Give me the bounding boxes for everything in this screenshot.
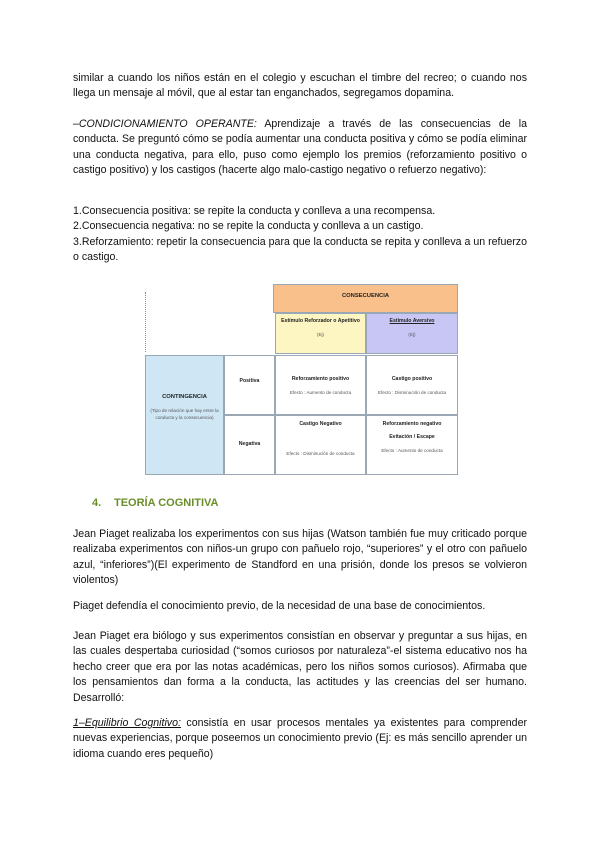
- cell-positive-reinforcement: [275, 355, 366, 415]
- cell-negative-punishment: [275, 415, 366, 475]
- contingencia-title: CONTINGENCIA: [162, 394, 207, 400]
- row-positiva: Positiva: [224, 355, 275, 415]
- paragraph-text: similar a cuando los niños están en el colegio y escuchan el timbre del recreo; o cuando nos llega un mensaje al móvil, que al estar tan enganchados, segregamos dopamina.: [73, 72, 527, 100]
- list-item: 3.Reforzamiento: repetir la consecuencia para que la conducta se repita y conlleva a un refuerzo o castigo.: [73, 235, 527, 264]
- paragraph-intro: [73, 71, 527, 102]
- section-number: 4.: [92, 497, 102, 509]
- cell-subtitle: Evitación / Escape: [389, 434, 435, 440]
- operant-conditioning-table: [145, 284, 458, 476]
- aversive-stimulus-header: [366, 313, 458, 354]
- contingencia-header: [145, 355, 224, 475]
- contingencia-note: (Tipo de relación que hay entre la conducta y la consecuencia): [150, 408, 219, 420]
- operant-definition: Aprendizaje a través de las consecuencias de la conducta. Se preguntó cómo se podía aumentar una conducta positiva y cómo se podía eliminar una conducta negativa, para ello, puso como ejemplo los premios (reforzamiento positivo o castigo positivo) y los castigos (hacerte algo malo-castigo negativo o refuerzo negativo):: [73, 118, 527, 177]
- paragraph-text: [73, 716, 527, 762]
- paragraph-piaget-experiments: [73, 527, 527, 589]
- cell-title: Reforzamiento negativo: [382, 421, 442, 427]
- equilibrium-term: 1–Equilibrio Cognitivo:: [73, 717, 181, 729]
- paragraph-text: Piaget defendía el conocimiento previo, de la necesidad de una base de conocimientos.: [73, 600, 486, 612]
- paragraph-text: Jean Piaget realizaba los experimentos con sus hijas (Watson también fue muy criticado porque realizaba experimentos con niños-un grupo con pañuelo rojo, “superiores” y el otro con pañuelo azul, “inferiores”)(El experimento de Standford en una prisión, donde los presos se volvieron violentos): [73, 528, 527, 587]
- paragraph-text: Jean Piaget era biólogo y sus experimentos consistían en observar y preguntar a sus hijas, en las cuales despertaba curiosidad (“somos curiosos por naturaleza”-el sistema educativo nos ha hecho creer que era por las notas académicas, pero los niños somos curiosos). Afirmaba que los pensamientos dan forma a la conducta, las actitudes y las creencias del ser humano. Desarrolló:: [73, 630, 527, 704]
- aversive-title: Estímulo Aversivo: [389, 318, 435, 324]
- cell-negative-reinforcement: [366, 415, 458, 475]
- paragraph-prior-knowledge: [73, 599, 527, 614]
- aversive-note: (Ej): [408, 332, 416, 337]
- cell-positive-punishment: [366, 355, 458, 415]
- list-item: 1.Consecuencia positiva: se repite la conducta y conlleva a una recompensa.: [73, 205, 436, 217]
- appetitive-note: (Ej): [316, 332, 325, 337]
- appetitive-stimulus-header: [275, 313, 366, 354]
- cell-note: Efecto : Disminución de conducta: [377, 390, 447, 395]
- cell-title: Castigo positivo: [391, 376, 433, 382]
- equilibrium-definition: consistía en usar procesos mentales ya existentes para comprender nuevas experiencias, porque poseemos un conocimiento previo (Ej: es más sencillo aprender un idioma cuando eres pequeño): [73, 717, 527, 760]
- cell-title: Reforzamiento positivo: [291, 376, 350, 382]
- cell-note: Efecto : Disminución de conducta: [286, 451, 355, 456]
- section-heading: [92, 497, 219, 509]
- divider: [145, 292, 146, 352]
- cell-title: Castigo Negativo: [299, 421, 342, 427]
- consecuencia-header: CONSECUENCIA: [273, 284, 458, 313]
- paragraph-text: [73, 117, 527, 179]
- row-negativa: Negativa: [224, 415, 275, 475]
- cell-note: Efecto : Aumento de conducta: [381, 448, 443, 453]
- operant-term: –CONDICIONAMIENTO OPERANTE:: [73, 118, 257, 130]
- list-item: 2.Consecuencia negativa: no se repite la conducta y conlleva a un castigo.: [73, 220, 424, 233]
- paragraph-operant: [73, 117, 527, 179]
- cell-note: Efecto : Aumento de conducta: [289, 390, 352, 395]
- appetitive-title: Estímulo Reforzador o Apetitivo: [281, 318, 360, 324]
- paragraph-cognitive-equilibrium: [73, 716, 527, 762]
- section-title: TEORÍA COGNITIVA: [114, 497, 219, 509]
- paragraph-piaget-biologist: [73, 629, 527, 706]
- consequence-list: [73, 204, 527, 266]
